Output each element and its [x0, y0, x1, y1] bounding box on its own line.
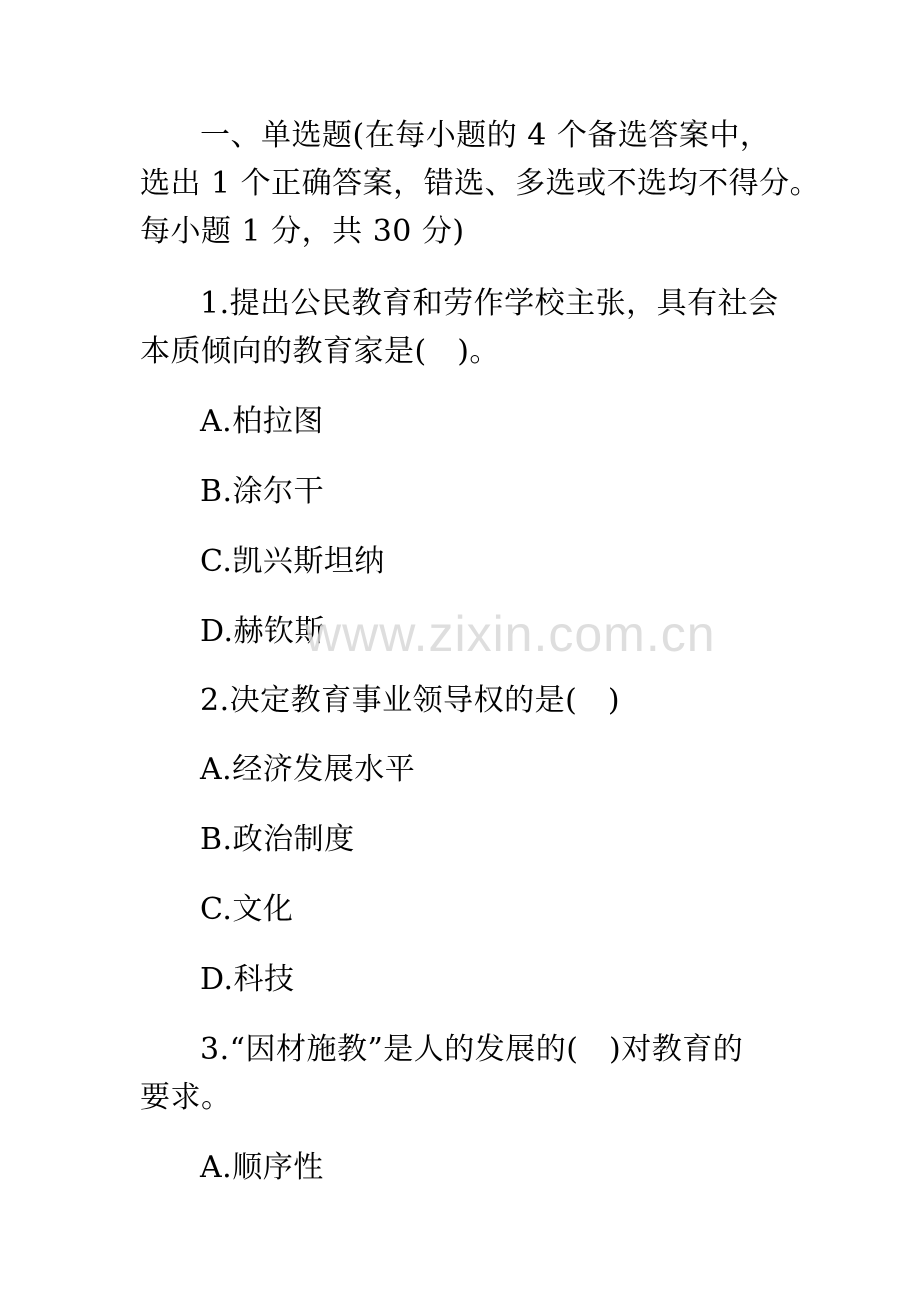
question-2-option-c: C.文化 [200, 892, 294, 927]
question-1-line-1: 1.提出公民教育和劳作学校主张，具有社会 [200, 286, 779, 321]
question-1-option-c: C.凯兴斯坦纳 [200, 544, 385, 579]
question-2-option-d: D.科技 [200, 962, 295, 997]
watermark-text: www.zixin.com.cn [305, 606, 716, 662]
question-1-option-a: A.柏拉图 [200, 404, 324, 439]
section-heading-line-1: 一、单选题(在每小题的 4 个备选答案中， [200, 118, 771, 153]
question-1-option-d: D.赫钦斯 [200, 614, 326, 649]
question-3-option-a: A.顺序性 [200, 1150, 324, 1185]
question-3-line-1: 3.“因材施教”是人的发展的( )对教育的 [200, 1032, 744, 1067]
question-1-option-b: B.涂尔干 [200, 474, 325, 509]
question-3-line-2: 要求。 [140, 1080, 232, 1115]
question-2-option-a: A.经济发展水平 [200, 752, 416, 787]
question-2-option-b: B.政治制度 [200, 822, 355, 857]
question-1-line-2: 本质倾向的教育家是( )。 [140, 334, 500, 369]
section-heading-line-2: 选出 1 个正确答案，错选、多选或不选均不得分。 [140, 166, 821, 201]
section-heading-line-3: 每小题 1 分，共 30 分) [140, 214, 465, 249]
question-2-line-1: 2.决定教育事业领导权的是( ) [200, 683, 621, 718]
